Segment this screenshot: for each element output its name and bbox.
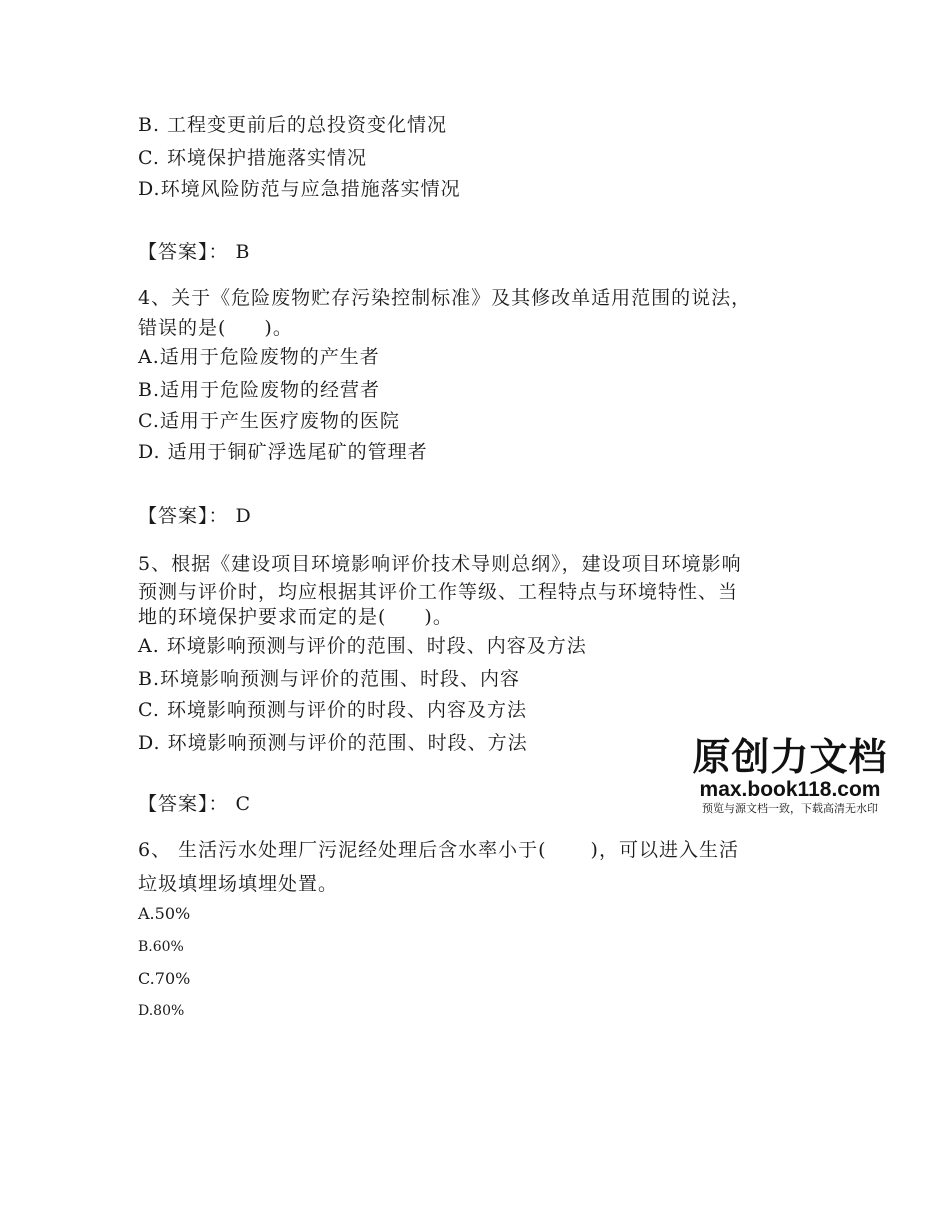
q6-stem-text: 6、 生活污水处理厂污泥经处理后含水率小于( (138, 839, 547, 861)
q4-answer: 【答案】： D (138, 505, 252, 527)
q4-option-d: D. 适用于铜矿浮选尾矿的管理者 (138, 441, 428, 463)
q4-stem-line-1: 4、关于《危险废物贮存污染控制标准》及其修改单适用范围的说法， (138, 287, 752, 309)
q4-option-a: A.适用于危险废物的产生者 (138, 346, 380, 368)
q6-stem-line-2: 垃圾填埋场填埋处置。 (138, 873, 339, 895)
q6-option-d: D.80% (138, 1003, 185, 1019)
q5-stem-end: )。 (424, 606, 453, 628)
q5-stem-text: 地的环境保护要求而定的是( (138, 606, 387, 628)
q5-option-a: A. 环境影响预测与评价的范围、时段、内容及方法 (138, 635, 587, 657)
q4-option-b: B.适用于危险废物的经营者 (138, 379, 381, 401)
q6-option-b: B.60% (138, 939, 184, 955)
q4-option-c: C.适用于产生医疗废物的医院 (138, 410, 400, 432)
q3-option-b: B. 工程变更前后的总投资变化情况 (138, 114, 448, 136)
q3-option-c: C. 环境保护措施落实情况 (138, 147, 367, 169)
watermark-url: max.book118.com (699, 778, 881, 801)
q5-stem-line-2: 预测与评价时，均应根据其评价工作等级、工程特点与环境特性、当 (138, 581, 739, 603)
q5-answer: 【答案】： C (138, 793, 252, 815)
q3-answer: 【答案】： B (138, 241, 251, 263)
q4-stem-text: 错误的是( (138, 317, 227, 339)
q5-stem-line-3 (138, 605, 453, 629)
q4-stem-line-2 (138, 316, 293, 340)
q5-stem-line-1: 5、根据《建设项目环境影响评价技术导则总纲》，建设项目环境影响 (138, 553, 742, 575)
q5-option-b: B.环境影响预测与评价的范围、时段、内容 (138, 668, 521, 690)
q5-option-c: C. 环境影响预测与评价的时段、内容及方法 (138, 699, 527, 721)
q6-option-c: C.70% (138, 969, 191, 988)
q6-stem-end: )，可以进入生活 (590, 839, 739, 861)
watermark-title: 原创力文档 (692, 735, 888, 779)
q6-stem-line-1 (138, 838, 739, 862)
q6-option-a: A.50% (138, 904, 191, 923)
watermark (680, 735, 900, 817)
q4-stem-end: )。 (264, 317, 293, 339)
q3-option-d: D.环境风险防范与应急措施落实情况 (138, 178, 461, 200)
q5-option-d: D. 环境影响预测与评价的范围、时段、方法 (138, 732, 528, 754)
watermark-note: 预览与源文档一致，下载高清无水印 (702, 802, 878, 815)
